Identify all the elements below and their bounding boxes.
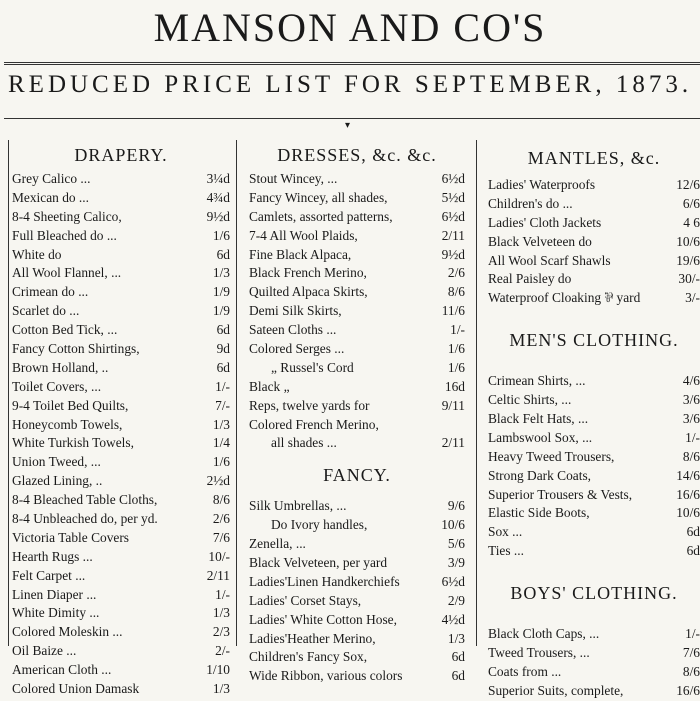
fancy-item-price: 3/9 <box>447 555 465 571</box>
mens-item-name: Strong Dark Coats, <box>488 467 592 483</box>
boys-item-price: 8/6 <box>682 663 700 679</box>
drapery-item <box>12 189 230 208</box>
drapery-item <box>12 416 230 435</box>
dresses-item-price: 1/6 <box>447 341 465 357</box>
dresses-item <box>249 264 465 283</box>
drapery-item-name: Brown Holland, .. <box>12 359 109 375</box>
dresses-item <box>249 416 465 435</box>
dresses-item <box>249 434 465 453</box>
mantles-item-price: 10/6 <box>676 233 700 249</box>
dresses-item-price: 6½d <box>441 171 465 186</box>
drapery-item <box>12 642 230 661</box>
fancy-item <box>249 573 465 592</box>
column-rule-1 <box>236 140 237 646</box>
drapery-item-name: 8-4 Bleached Table Cloths, <box>12 492 158 508</box>
boys-item <box>488 625 700 644</box>
drapery-item-price: 9d <box>216 341 230 357</box>
mantles-item-name: Children's do ... <box>488 195 573 211</box>
boys-item-price: 16/6 <box>676 682 700 698</box>
drapery-item-price: 1/- <box>215 378 230 394</box>
mens-item <box>488 467 700 486</box>
page-subtitle: REDUCED PRICE LIST FOR SEPTEMBER, 1873. <box>8 71 693 98</box>
clothing-column <box>488 140 700 701</box>
drapery-title: DRAPERY. <box>74 145 168 165</box>
drapery-item-name: Victoria Table Covers <box>12 529 130 545</box>
fancy-item <box>249 592 465 611</box>
dresses-item <box>249 340 465 359</box>
fancy-item-price: 4½d <box>441 611 465 627</box>
dresses-item-name: Sateen Cloths ... <box>249 322 337 338</box>
drapery-item-price: 1/- <box>215 586 230 602</box>
fancy-item-price: 1/3 <box>447 630 465 646</box>
mens-item-price: 16/6 <box>676 486 700 502</box>
drapery-item-price: 6d <box>216 246 230 262</box>
mantles-item-price: 12/6 <box>676 177 700 192</box>
dresses-item-name: 7-4 All Wool Plaids, <box>249 227 358 243</box>
fancy-item-price: 6d <box>451 649 465 665</box>
boys-item-price: 1/- <box>685 626 700 642</box>
mens-item-price: 3/6 <box>682 392 700 408</box>
mantles-item-name: Waterproof Cloaking ⅌ yard <box>488 290 641 306</box>
mens-item <box>488 372 700 391</box>
drapery-item <box>12 623 230 642</box>
drapery-item-price: 10/- <box>208 548 230 564</box>
drapery-item-price: 9½d <box>206 208 230 224</box>
boys-list <box>488 625 700 701</box>
drapery-item-name: Grey Calico ... <box>12 171 91 186</box>
drapery-item-name: White do <box>12 246 62 262</box>
mantles-item-price: 4 6 <box>683 214 700 230</box>
drapery-item-price: 1/3 <box>212 681 230 697</box>
drapery-item-price: 3¼d <box>206 171 230 186</box>
drapery-item-name: 8-4 Unbleached do, per yd. <box>12 511 158 527</box>
dresses-item-name: Quilted Alpaca Skirts, <box>249 284 368 300</box>
dresses-item <box>249 208 465 227</box>
boys-item <box>488 682 700 701</box>
drapery-item-price: 2/6 <box>212 511 230 527</box>
mens-item <box>488 523 700 542</box>
mens-item-name: Ties ... <box>488 543 524 559</box>
drapery-item-price: 1/6 <box>212 454 230 470</box>
drapery-item-price: 7/6 <box>212 529 230 545</box>
drapery-list <box>12 170 230 699</box>
mens-item-price: 1/- <box>685 429 700 445</box>
dresses-item-name: Black „ <box>249 378 290 394</box>
dresses-item-price: 16d <box>444 378 465 394</box>
mens-item-price: 14/6 <box>676 467 700 483</box>
dresses-item-name: Colored French Merino, <box>249 416 379 432</box>
mens-item <box>488 504 700 523</box>
drapery-item <box>12 529 230 548</box>
drapery-item <box>12 510 230 529</box>
dresses-item-name: Reps, twelve yards for <box>249 397 370 413</box>
drapery-item <box>12 283 230 302</box>
boys-item-price: 7/6 <box>682 645 700 661</box>
drapery-item-name: Fancy Cotton Shirtings, <box>12 341 140 357</box>
drapery-item-name: Oil Baize ... <box>12 643 77 659</box>
drapery-item <box>12 472 230 491</box>
dresses-item-name: Fine Black Alpaca, <box>249 246 352 262</box>
mantles-item <box>488 289 700 308</box>
drapery-item <box>12 170 230 189</box>
mens-item-price: 8/6 <box>682 448 700 464</box>
drapery-item <box>12 661 230 680</box>
drapery-item <box>12 604 230 623</box>
title-rule <box>4 62 700 65</box>
fancy-item <box>249 611 465 630</box>
mantles-item-price: 6/6 <box>682 195 700 211</box>
dresses-item-name: „ Russel's Cord <box>271 359 354 375</box>
drapery-item-price: 4¾d <box>206 189 230 205</box>
drapery-item-name: White Dimity ... <box>12 605 100 621</box>
drapery-item-name: Full Bleached do ... <box>12 227 117 243</box>
mantles-item <box>488 270 700 289</box>
dresses-item-name: Black French Merino, <box>249 265 367 281</box>
dresses-item-price <box>463 416 465 435</box>
subtitle-rule <box>4 118 700 119</box>
drapery-item-price: 1/3 <box>212 605 230 621</box>
drapery-item <box>12 586 230 605</box>
mantles-item <box>488 252 700 271</box>
dresses-item-name: all shades ... <box>271 435 337 451</box>
dresses-column <box>249 140 465 686</box>
drapery-item-name: 8-4 Sheeting Calico, <box>12 208 122 224</box>
page-title: MANSON AND CO'S <box>153 5 547 50</box>
drapery-item-price: 1/3 <box>212 265 230 281</box>
dresses-item-price: 9½d <box>441 246 465 262</box>
boys-item-name: Tweed Trousers, ... <box>488 645 590 661</box>
fancy-item-price: 6d <box>451 668 465 684</box>
dresses-item <box>249 397 465 416</box>
drapery-item-price: 1/10 <box>206 662 230 678</box>
dresses-item <box>249 227 465 246</box>
mens-list <box>488 372 700 561</box>
mens-item-price: 6d <box>686 524 700 540</box>
drapery-item-name: Mexican do ... <box>12 189 89 205</box>
drapery-item-price: 6d <box>216 359 230 375</box>
dresses-item <box>249 246 465 265</box>
mantles-item-price: 19/6 <box>676 252 700 268</box>
boys-item-name: Superior Suits, complete, <box>488 682 624 698</box>
dresses-title: DRESSES, &c. &c. <box>277 145 437 165</box>
fancy-item <box>249 667 465 686</box>
mantles-item-name: Real Paisley do <box>488 271 572 287</box>
drapery-item <box>12 378 230 397</box>
mens-item-name: Elastic Side Boots, <box>488 505 590 521</box>
mantles-item-name: Ladies' Cloth Jackets <box>488 214 602 230</box>
drapery-column <box>12 140 230 699</box>
dresses-item <box>249 302 465 321</box>
mens-item <box>488 391 700 410</box>
fancy-list <box>249 497 465 686</box>
dresses-item-name: Stout Wincey, ... <box>249 171 338 186</box>
mantles-item-price: 30/- <box>678 271 700 287</box>
dresses-item <box>249 378 465 397</box>
dresses-item-price: 8/6 <box>447 284 465 300</box>
fancy-item-price: 9/6 <box>447 498 465 514</box>
dresses-item <box>249 283 465 302</box>
dresses-item-price: 9/11 <box>441 397 465 413</box>
mens-item <box>488 429 700 448</box>
mens-item-name: Crimean Shirts, ... <box>488 373 586 389</box>
mantles-item-name: Ladies' Waterproofs <box>488 177 596 192</box>
drapery-item-price: 2/- <box>215 643 230 659</box>
fancy-item-name: Black Velveteen, per yard <box>249 555 388 571</box>
mens-item <box>488 448 700 467</box>
fancy-item-price: 10/6 <box>441 517 465 533</box>
fancy-item-name: Ladies' Corset Stays, <box>249 592 362 608</box>
dresses-item-name: Fancy Wincey, all shades, <box>249 189 388 205</box>
drapery-item-price: 2/3 <box>212 624 230 640</box>
drapery-item-name: Felt Carpet ... <box>12 567 86 583</box>
drapery-item-name: Honeycomb Towels, <box>12 416 123 432</box>
dresses-item-price: 2/11 <box>441 227 465 243</box>
fancy-item-price: 6½d <box>441 573 465 589</box>
fancy-item <box>249 516 465 535</box>
mantles-item <box>488 176 700 195</box>
drapery-item-price: 1/9 <box>212 284 230 300</box>
dresses-item-price: 11/6 <box>441 303 465 319</box>
drapery-item <box>12 321 230 340</box>
fancy-item-name: Ladies'Linen Handkerchiefs <box>249 573 400 589</box>
drapery-item-price: 1/4 <box>212 435 230 451</box>
boys-item <box>488 663 700 682</box>
dresses-item-name: Colored Serges ... <box>249 341 345 357</box>
drapery-item-name: Crimean do ... <box>12 284 89 300</box>
boys-clothing-title: BOYS' CLOTHING. <box>510 583 678 604</box>
mens-item-name: Lambswool Sox, ... <box>488 429 593 445</box>
boys-item-name: Black Cloth Caps, ... <box>488 626 600 642</box>
mantles-item <box>488 233 700 252</box>
dresses-item-name: Demi Silk Skirts, <box>249 303 342 319</box>
mens-clothing-title: MEN'S CLOTHING. <box>509 330 679 351</box>
drapery-item-name: American Cloth ... <box>12 662 112 678</box>
drapery-item <box>12 548 230 567</box>
dresses-item-price: 5½d <box>441 189 465 205</box>
dresses-item-price: 2/11 <box>441 435 465 451</box>
dresses-item-price: 2/6 <box>447 265 465 281</box>
mens-item-name: Black Felt Hats, ... <box>488 411 589 427</box>
drapery-item <box>12 434 230 453</box>
drapery-item-name: Glazed Lining, .. <box>12 473 103 489</box>
drapery-item <box>12 491 230 510</box>
fancy-item-name: Zenella, ... <box>249 536 306 552</box>
drapery-item-price: 1/9 <box>212 303 230 319</box>
drapery-item-price: 2½d <box>206 473 230 489</box>
mens-item <box>488 542 700 561</box>
mens-item-name: Superior Trousers & Vests, <box>488 486 633 502</box>
drapery-item-price: 2/11 <box>206 567 230 583</box>
drapery-item-name: Colored Moleskin ... <box>12 624 123 640</box>
drapery-item-price: 7/- <box>215 397 230 413</box>
drapery-item-name: White Turkish Towels, <box>12 435 134 451</box>
drapery-item <box>12 208 230 227</box>
mantles-list <box>488 176 700 308</box>
dresses-item-name: Camlets, assorted patterns, <box>249 208 393 224</box>
fancy-item-price: 2/9 <box>447 592 465 608</box>
mens-item-price: 10/6 <box>676 505 700 521</box>
ornament: ▾ <box>345 120 351 131</box>
fancy-item-price: 5/6 <box>447 536 465 552</box>
fancy-item-name: Ladies' White Cotton Hose, <box>249 611 397 627</box>
mens-item-name: Celtic Shirts, ... <box>488 392 572 408</box>
drapery-item <box>12 264 230 283</box>
column-rule-2 <box>476 140 477 646</box>
column-rule-left <box>8 140 9 646</box>
mantles-item-price: 3/- <box>685 290 700 306</box>
mantles-item-name: All Wool Scarf Shawls <box>488 252 611 268</box>
drapery-item-name: Colored Union Damask <box>12 681 140 697</box>
mantles-item-name: Black Velveteen do <box>488 233 592 249</box>
boys-item <box>488 644 700 663</box>
drapery-item <box>12 680 230 699</box>
fancy-item <box>249 535 465 554</box>
drapery-item-name: 9-4 Toilet Bed Quilts, <box>12 397 129 413</box>
fancy-item-name: Children's Fancy Sox, <box>249 649 368 665</box>
fancy-item <box>249 554 465 573</box>
drapery-item-name: Hearth Rugs ... <box>12 548 93 564</box>
mens-item <box>488 410 700 429</box>
dresses-list <box>249 170 465 453</box>
fancy-item <box>249 497 465 516</box>
dresses-item <box>249 170 465 189</box>
mens-item-price: 6d <box>686 543 700 559</box>
drapery-item-name: Scarlet do ... <box>12 303 80 319</box>
mantles-title: MANTLES, &c. <box>527 148 661 168</box>
dresses-item <box>249 321 465 340</box>
drapery-item-name: Cotton Bed Tick, ... <box>12 322 118 338</box>
mens-item <box>488 486 700 505</box>
fancy-item-name: Wide Ribbon, various colors <box>249 668 403 684</box>
mantles-item <box>488 214 700 233</box>
fancy-item-name: Silk Umbrellas, ... <box>249 498 347 514</box>
drapery-item <box>12 397 230 416</box>
mens-item-name: Sox ... <box>488 524 523 540</box>
drapery-item-name: All Wool Flannel, ... <box>12 265 122 281</box>
dresses-item-price: 1/6 <box>447 359 465 375</box>
drapery-item-price: 8/6 <box>212 492 230 508</box>
fancy-item <box>249 648 465 667</box>
drapery-item <box>12 227 230 246</box>
drapery-item-price: 1/3 <box>212 416 230 432</box>
dresses-item-price: 1/- <box>450 322 465 338</box>
dresses-item-price: 6½d <box>441 208 465 224</box>
drapery-item-name: Union Tweed, ... <box>12 454 101 470</box>
drapery-item-price: 1/6 <box>212 227 230 243</box>
fancy-item-name: Do Ivory handles, <box>271 517 368 533</box>
fancy-item-name: Ladies'Heather Merino, <box>249 630 376 646</box>
drapery-item <box>12 246 230 265</box>
drapery-item-name: Toilet Covers, ... <box>12 378 102 394</box>
drapery-item <box>12 453 230 472</box>
mens-item-price: 3/6 <box>682 411 700 427</box>
fancy-title: FANCY. <box>323 465 391 486</box>
mantles-item <box>488 195 700 214</box>
boys-item-name: Coats from ... <box>488 663 562 679</box>
mens-item-price: 4/6 <box>682 373 700 389</box>
drapery-item <box>12 340 230 359</box>
drapery-item <box>12 567 230 586</box>
drapery-item-price: 6d <box>216 322 230 338</box>
mens-item-name: Heavy Tweed Trousers, <box>488 448 615 464</box>
drapery-item <box>12 359 230 378</box>
dresses-item <box>249 189 465 208</box>
dresses-item <box>249 359 465 378</box>
drapery-item-name: Linen Diaper ... <box>12 586 97 602</box>
drapery-item <box>12 302 230 321</box>
